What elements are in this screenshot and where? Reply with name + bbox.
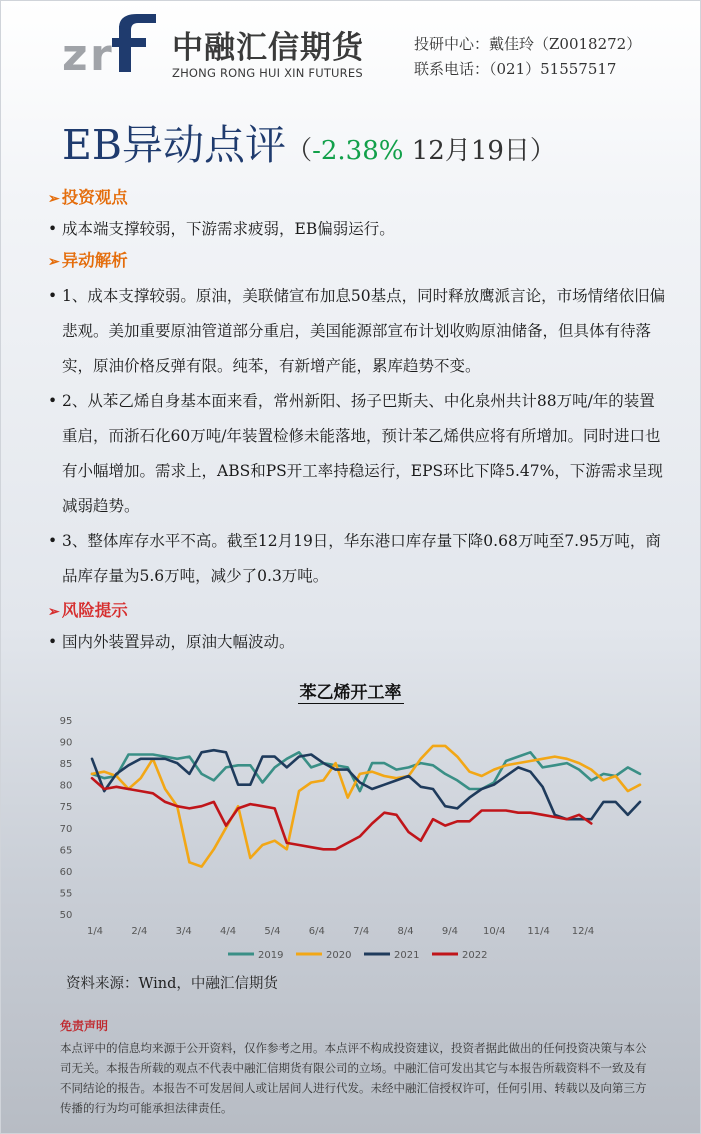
- x-tick-label: 5/4: [264, 926, 281, 937]
- y-tick-label: 95: [59, 716, 73, 727]
- title-main: EB异动点评: [62, 121, 287, 169]
- disclaimer-heading: 免责声明: [60, 1019, 109, 1033]
- x-tick-label: 4/4: [220, 926, 237, 937]
- series-line-2021: [92, 750, 640, 819]
- disclaimer: [60, 1016, 650, 1118]
- legend-label-2019: 2019: [258, 950, 284, 961]
- bullet-icon: •: [48, 220, 58, 238]
- x-tick-label: 10/4: [483, 926, 506, 937]
- y-tick-label: 90: [59, 737, 73, 749]
- x-tick-label: 6/4: [308, 926, 325, 937]
- legend-label-2022: 2022: [462, 950, 488, 961]
- x-tick-label: 12/4: [571, 926, 595, 937]
- legend-label-2020: 2020: [326, 950, 352, 961]
- view-heading: ➢ 投资观点: [48, 188, 128, 207]
- arrow-icon: ➢: [48, 604, 60, 620]
- bullet-icon: •: [48, 532, 58, 550]
- report-body: [46, 183, 666, 661]
- bullet-icon: •: [48, 392, 58, 410]
- chart-title: 苯乙烯开工率: [299, 683, 402, 703]
- arrow-icon: ➢: [48, 254, 60, 270]
- x-tick-label: 2/4: [131, 926, 148, 937]
- view-bullet: • 成本端支撑较弱，下游需求疲弱，EB偏弱运行。: [46, 216, 666, 242]
- analysis-heading: ➢ 异动解析: [48, 251, 128, 270]
- legend-label-2021: 2021: [394, 950, 420, 961]
- bullet-icon: •: [48, 287, 58, 305]
- y-tick-label: 60: [59, 866, 73, 878]
- y-tick-label: 75: [59, 802, 73, 814]
- title-date: 12月19日）: [403, 136, 556, 166]
- report-title: [62, 112, 556, 171]
- logo-english-name: ZHONG RONG HUI XIN FUTURES: [172, 66, 363, 80]
- title-open-paren: （: [286, 136, 313, 166]
- arrow-icon: ➢: [48, 191, 60, 207]
- operating-rate-chart: [58, 708, 648, 968]
- x-tick-label: 9/4: [441, 926, 458, 937]
- series-line-2022: [92, 778, 591, 849]
- analysis-item-2: • 2、从苯乙烯自身基本面来看，常州新阳、扬子巴斯夫、中化泉州共计88万吨/年的装置重启，而浙石化60万吨/年装置检修未能落地，预计苯乙烯供应将有所增加。同时进口也有小幅增加。需求上，ABS和PS开工率持稳运行，EPS环比下降5.47%，下游需求呈现减弱趋势。: [46, 384, 666, 524]
- y-tick-label: 85: [59, 759, 73, 771]
- bullet-icon: •: [48, 633, 58, 651]
- price-change: -2.38%: [312, 136, 404, 166]
- disclaimer-text: 本点评中的信息均来源于公开资料，仅作参考之用。本点评不构成投资建议，投资者据此做出的任何投资决策与本公司无关。本报告所载的观点不代表中融汇信期货有限公司的立场。中融汇信可发出其它与本报告所载资料不一致及有不同结论的报告。本报告不可发居间人或让居间人进行代发。未经中融汇信授权许可，任何引用、转载以及向第三方传播的行为均可能承担法律责任。: [60, 1041, 647, 1115]
- svg-text:r: r: [90, 30, 112, 76]
- y-tick-label: 65: [59, 845, 73, 857]
- y-tick-label: 55: [59, 888, 73, 900]
- data-source: 资料来源：Wind，中融汇信期货: [66, 976, 278, 992]
- x-tick-label: 7/4: [353, 926, 370, 937]
- x-tick-label: 11/4: [527, 926, 550, 937]
- analysis-item-1: • 1、成本支撑较弱。原油，美联储宣布加息50基点，同时释放鹰派言论，市场情绪依旧偏悲观。美加重要原油管道部分重启，美国能源部宣布计划收购原油储备，但具体有待落实，原油价格反弹有限。纯苯，有新增产能，累库趋势不变。: [46, 279, 666, 384]
- y-tick-label: 80: [59, 780, 73, 792]
- zrf-logo-icon: [62, 14, 158, 76]
- analysis-item-3: • 3、整体库存水平不高。截至12月19日，华东港口库存量下降0.68万吨至7.95万吨，商品库存量为5.6万吨，减少了0.3万吨。: [46, 524, 666, 594]
- risk-heading: ➢ 风险提示: [48, 601, 128, 620]
- risk-bullet: • 国内外装置异动，原油大幅波动。: [46, 629, 666, 655]
- svg-text:z: z: [62, 30, 88, 76]
- y-tick-label: 50: [59, 910, 73, 921]
- analyst-line: 投研中心：戴佳玲（Z0018272）: [414, 35, 642, 53]
- x-tick-label: 3/4: [175, 926, 192, 937]
- phone-line: 联系电话：（021）51557517: [414, 60, 617, 78]
- company-logo: [62, 12, 382, 82]
- y-tick-label: 70: [59, 823, 73, 835]
- contact-info: [414, 32, 641, 82]
- x-tick-label: 8/4: [397, 926, 414, 937]
- x-tick-label: 1/4: [86, 926, 104, 937]
- logo-chinese-name: 中融汇信期货: [172, 30, 364, 66]
